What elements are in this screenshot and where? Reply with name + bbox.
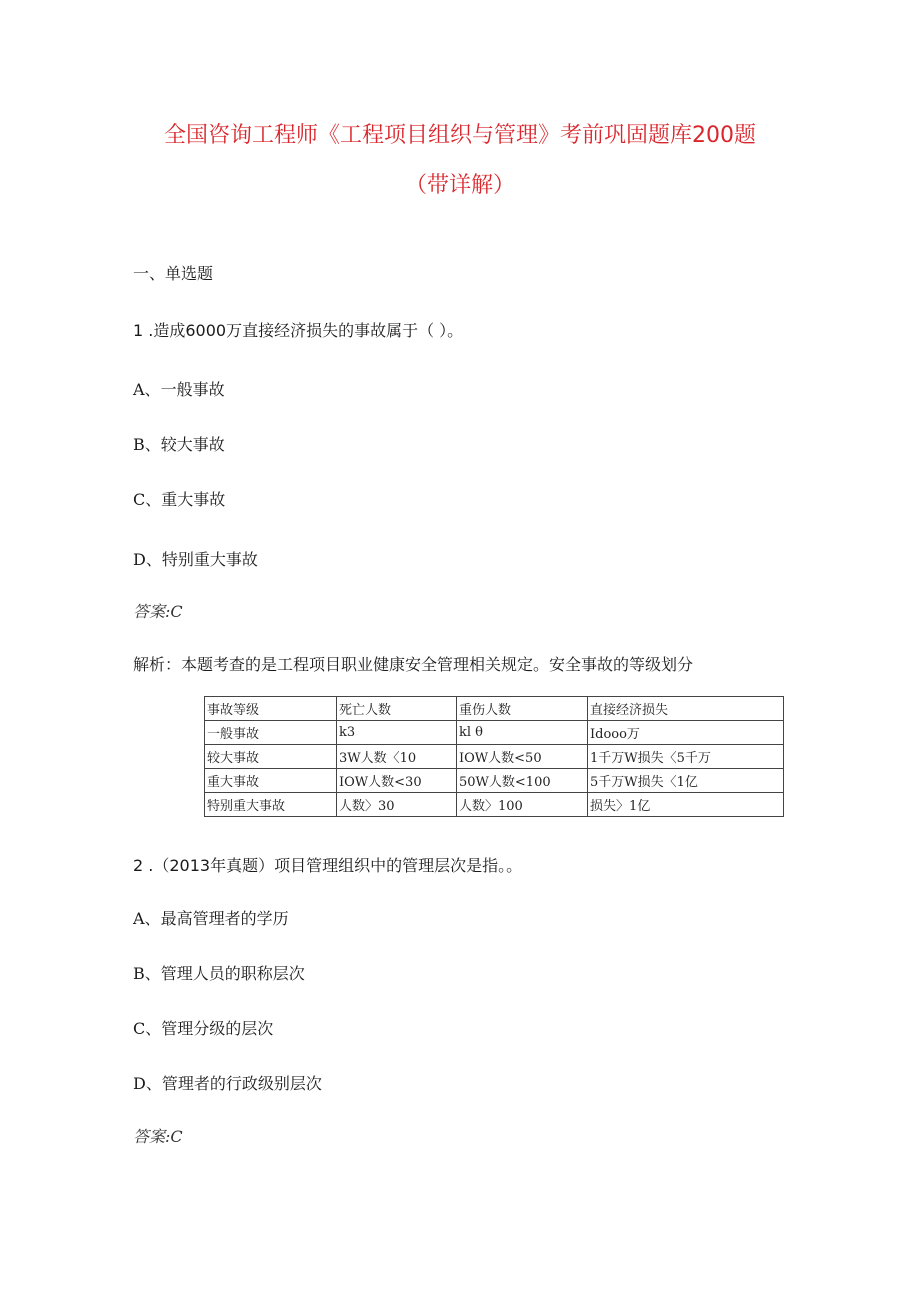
option-letter: C、	[133, 1019, 162, 1038]
table-cell: 人数〉100	[457, 793, 588, 817]
table-cell: 1千万W损失〈5千万	[588, 745, 784, 769]
table-cell: 损失〉1亿	[588, 793, 784, 817]
option-letter: D、	[133, 550, 162, 569]
table-cell: 人数〉30	[337, 793, 457, 817]
question-1-analysis: 解析：本题考查的是工程项目职业健康安全管理相关规定。安全事故的等级划分	[133, 655, 694, 674]
table-cell: kl θ	[457, 721, 588, 745]
table-cell: 5千万W损失〈1亿	[588, 769, 784, 793]
table-cell: 较大事故	[205, 745, 337, 769]
option-text: 最高管理者的学历	[160, 909, 289, 928]
table-row	[205, 721, 784, 745]
table-cell: 事故等级	[205, 697, 337, 721]
option-letter: B、	[133, 435, 161, 454]
document-title-line-2: （带详解）	[404, 173, 515, 198]
option-letter: D、	[133, 1074, 162, 1093]
option-letter: A、	[133, 380, 161, 399]
table-cell: 50W人数<100	[457, 769, 588, 793]
question-1-stem: 1 .造成6000万直接经济损失的事故属于（ ）。	[133, 321, 464, 340]
table-cell: Idooo万	[588, 721, 784, 745]
table-cell: 特别重大事故	[205, 793, 337, 817]
table-cell: 3W人数〈10	[337, 745, 457, 769]
question-2-option-a	[133, 908, 289, 930]
question-1-answer: 答案:C	[133, 602, 183, 621]
question-2-option-d	[133, 1073, 322, 1095]
option-text: 特别重大事故	[161, 550, 258, 569]
question-1-option-a	[133, 379, 225, 401]
table-cell: 直接经济损失	[588, 697, 784, 721]
table-cell: 死亡人数	[337, 697, 457, 721]
option-text: 一般事故	[160, 380, 225, 399]
table-row	[205, 697, 784, 721]
question-1-option-d	[133, 549, 258, 571]
question-2-option-c	[133, 1018, 273, 1040]
document-title-line-1: 全国咨询工程师《工程项目组织与管理》考前巩固题库200题	[164, 123, 756, 148]
option-text: 管理分级的层次	[161, 1019, 274, 1038]
table-cell: k3	[337, 721, 457, 745]
table-cell: 一般事故	[205, 721, 337, 745]
question-1-option-c	[133, 489, 225, 511]
option-text: 管理人员的职称层次	[160, 964, 305, 983]
table-cell: 重伤人数	[457, 697, 588, 721]
question-2-stem: 2 .（2013年真题）项目管理组织中的管理层次是指。。	[133, 856, 523, 875]
table-row	[205, 769, 784, 793]
question-2-answer: 答案:C	[133, 1127, 183, 1146]
table-row	[205, 745, 784, 769]
option-letter: B、	[133, 964, 161, 983]
option-letter: A、	[133, 909, 161, 928]
table-cell: 重大事故	[205, 769, 337, 793]
table-cell: IOW人数<50	[457, 745, 588, 769]
option-text: 较大事故	[160, 435, 225, 454]
accident-grade-table	[204, 696, 784, 817]
question-2-option-b	[133, 963, 305, 985]
table-cell: IOW人数<30	[337, 769, 457, 793]
option-text: 管理者的行政级别层次	[161, 1074, 322, 1093]
question-1-option-b	[133, 434, 225, 456]
table-row	[205, 793, 784, 817]
option-letter: C、	[133, 490, 162, 509]
option-text: 重大事故	[161, 490, 226, 509]
section-heading: 一、单选题	[133, 264, 214, 283]
